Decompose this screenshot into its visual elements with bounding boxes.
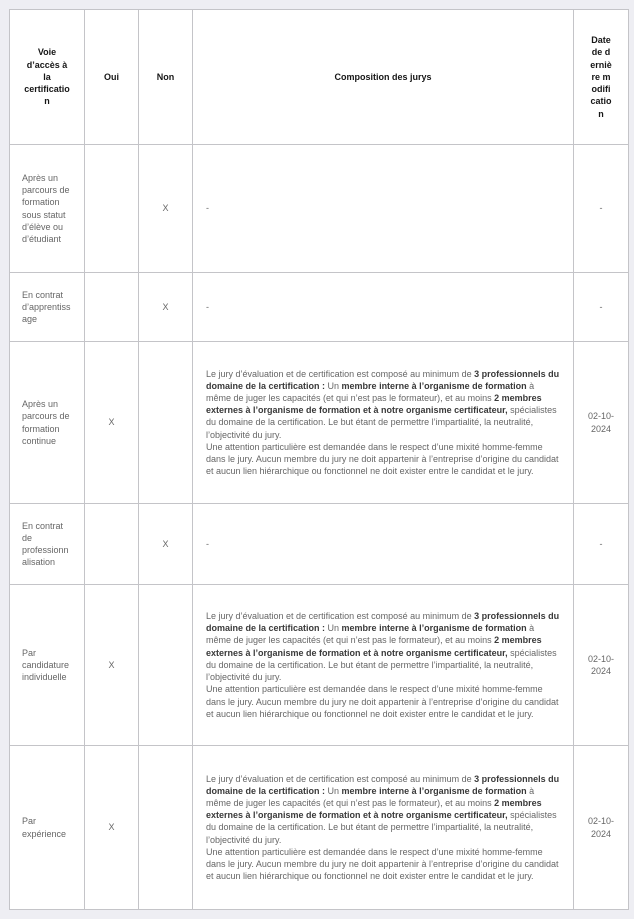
header-voie: Voie d’accès à la certification	[10, 10, 85, 145]
composition-text: Une attention particulière est demandée dans le respect d’une mixité homme-femme dans le jury. Aucun membre du jury ne doit appartenir à l’entreprise d’origine du candidat et aucun lien hiérarchique ou fonctionnel ne doit exister entre le candidat et le jury.	[206, 441, 559, 477]
composition-bold-text: 2 membres externes à l’organisme de formation et à notre organisme certificateur,	[206, 797, 542, 821]
composition-text: Un	[325, 623, 342, 634]
date-cell: 02-10-2024	[574, 342, 629, 504]
oui-cell: X	[85, 746, 139, 910]
composition-text: Le jury d’évaluation et de certification est composé au minimum de	[206, 773, 475, 784]
composition-cell: -	[193, 145, 574, 273]
row-label: Par candidature individuelle	[10, 585, 85, 746]
composition-bold-text: 3 professionnels du domaine de la certification :	[206, 368, 560, 391]
header-oui: Oui	[85, 10, 139, 145]
table-row	[10, 342, 629, 504]
composition-text: spécialistes du domaine de la certification. Le but étant de permettre l’impartialité, la neutralité, l’objectivité du jury.	[206, 647, 557, 683]
table-row	[10, 504, 629, 585]
table-row	[10, 273, 629, 342]
composition-bold-text: 3 professionnels du domaine de la certification :	[206, 773, 560, 796]
row-label: Après un parcours de formation continue	[10, 342, 85, 504]
composition-bold-text: membre interne à l’organisme de formation	[341, 380, 527, 391]
non-cell	[139, 585, 193, 746]
oui-cell	[85, 504, 139, 585]
row-label: En contrat d’apprentissage	[10, 273, 85, 342]
composition-text: à même de juger les capacités (et qui n’est pas le formateur), et au moins	[206, 785, 535, 808]
composition-bold-text: membre interne à l’organisme de formation	[341, 623, 527, 634]
composition-cell	[193, 585, 574, 746]
composition-text: Une attention particulière est demandée dans le respect d’une mixité homme-femme dans le jury. Aucun membre du jury ne doit appartenir à l’entreprise d’origine du candidat et aucun lien hiérarchique ou fonctionnel ne doit exister entre le candidat et le jury.	[206, 684, 559, 719]
composition-text: spécialistes du domaine de la certification. Le but étant de permettre l’impartialité, la neutralité, l’objectivité du jury.	[206, 405, 557, 440]
composition-text: Un	[325, 380, 342, 391]
composition-cell	[193, 342, 574, 504]
table-row	[10, 145, 629, 273]
composition-cell: -	[193, 504, 574, 585]
composition-text: Le jury d’évaluation et de certification est composé au minimum de	[206, 368, 475, 379]
header-date: Date de dernière modification	[574, 10, 629, 145]
non-cell	[139, 342, 193, 504]
composition-bold-text: 3 professionnels du domaine de la certification :	[206, 611, 560, 634]
composition-paragraph	[206, 683, 560, 720]
date-cell: -	[574, 145, 629, 273]
composition-text: Une attention particulière est demandée dans le respect d’une mixité homme-femme dans le jury. Aucun membre du jury ne doit appartenir à l’entreprise d’origine du candidat et aucun lien hiérarchique ou fonctionnel ne doit exister entre le candidat et le jury.	[206, 846, 559, 882]
composition-bold-text: membre interne à l’organisme de formation	[341, 785, 527, 796]
jury-table	[9, 9, 629, 910]
non-cell: X	[139, 273, 193, 342]
row-label: En contrat de professionnalisation	[10, 504, 85, 585]
composition-text: Un	[325, 785, 342, 796]
composition-text: à même de juger les capacités (et qui n’est pas le formateur), et au moins	[206, 380, 535, 403]
composition-paragraph	[206, 846, 560, 883]
date-cell: 02-10-2024	[574, 585, 629, 746]
date-cell: 02-10-2024	[574, 746, 629, 910]
composition-bold-text: 2 membres externes à l’organisme de formation et à notre organisme certificateur,	[206, 635, 542, 658]
oui-cell	[85, 273, 139, 342]
oui-cell	[85, 145, 139, 273]
table-row	[10, 746, 629, 910]
composition-cell: -	[193, 273, 574, 342]
non-cell: X	[139, 504, 193, 585]
composition-cell	[193, 746, 574, 910]
date-cell: -	[574, 504, 629, 585]
composition-paragraph	[206, 610, 560, 683]
row-label: Après un parcours de formation sous statut d’élève ou d’étudiant	[10, 145, 85, 273]
date-cell: -	[574, 273, 629, 342]
header-row	[10, 10, 629, 145]
non-cell	[139, 746, 193, 910]
composition-paragraph	[206, 773, 560, 846]
oui-cell: X	[85, 585, 139, 746]
non-cell: X	[139, 145, 193, 273]
header-composition: Composition des jurys	[193, 10, 574, 145]
composition-text: à même de juger les capacités (et qui n’est pas le formateur), et au moins	[206, 623, 535, 646]
oui-cell: X	[85, 342, 139, 504]
table-row	[10, 585, 629, 746]
header-non: Non	[139, 10, 193, 145]
composition-text: Le jury d’évaluation et de certification est composé au minimum de	[206, 611, 475, 622]
row-label: Par expérience	[10, 746, 85, 910]
composition-bold-text: 2 membres externes à l’organisme de formation et à notre organisme certificateur,	[206, 392, 542, 416]
composition-paragraph	[206, 368, 560, 441]
composition-paragraph	[206, 441, 560, 478]
composition-text: spécialistes du domaine de la certification. Le but étant de permettre l’impartialité, la neutralité, l’objectivité du jury.	[206, 810, 557, 845]
